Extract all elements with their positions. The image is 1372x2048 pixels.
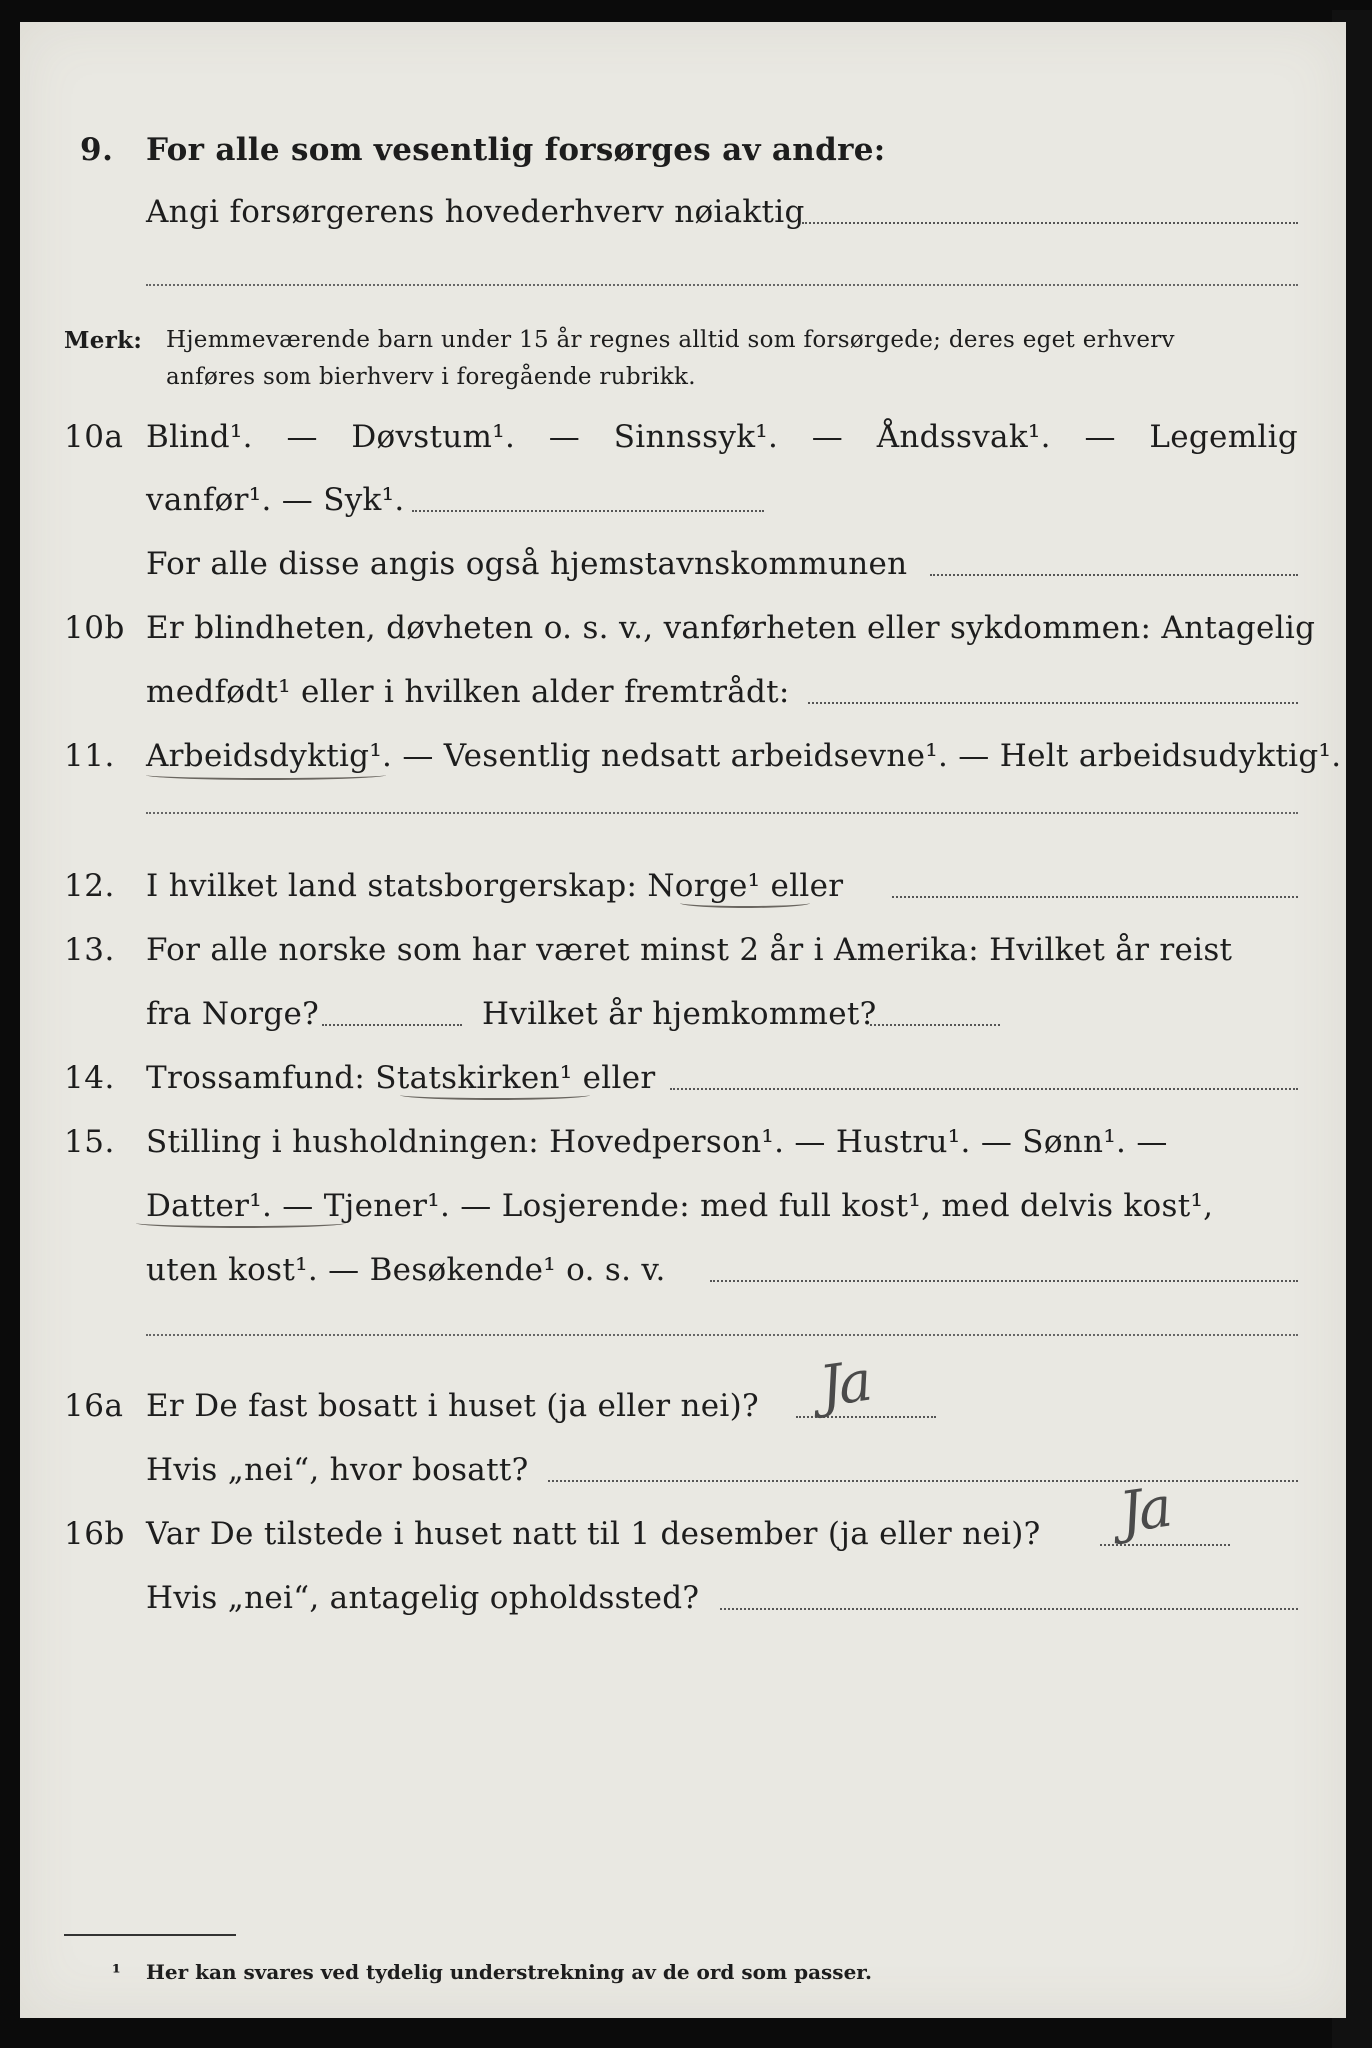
q11-number: 11. [64, 738, 115, 774]
q10b-number: 10b [64, 610, 125, 646]
option-legemlig[interactable]: Legemlig [1149, 419, 1298, 455]
census-form-page [20, 22, 1346, 2018]
q12-answer-line[interactable] [892, 896, 1298, 898]
merk-label: Merk: [64, 327, 143, 354]
q10a-number: 10a [64, 419, 124, 455]
q12-number: 12. [64, 868, 115, 904]
q16a-line2: Hvis „nei“, hvor bosatt? [146, 1452, 529, 1488]
q11-options[interactable]: Arbeidsdyktig¹. — Vesentlig nedsatt arbeidsevne¹. — Helt arbeidsudyktig¹. [146, 738, 1342, 774]
dash: — [286, 419, 318, 455]
merk-text-2: anføres som bierhverv i foregående rubrikk. [166, 364, 696, 390]
q13-line2b: Hvilket år hjemkommet? [482, 996, 877, 1032]
q16b-opholdssted-answer-line[interactable] [720, 1608, 1298, 1610]
q10a-line2: vanfør¹. — Syk¹. [146, 482, 405, 518]
dash: — [1084, 419, 1116, 455]
q16b-answer-line[interactable] [1100, 1544, 1230, 1546]
q10a-syk-answer-line[interactable] [412, 510, 764, 512]
q14-statskirken-underline [400, 1090, 590, 1100]
q10a-line3: For alle disse angis også hjemstavnskommunen [146, 546, 908, 582]
q15-answer-line[interactable] [710, 1280, 1298, 1282]
q13-number: 13. [64, 932, 115, 968]
q15-datter-underline [136, 1218, 346, 1228]
q16b-number: 16b [64, 1516, 125, 1552]
q10b-line2: medfødt¹ eller i hvilken alder fremtrådt: [146, 674, 790, 710]
q10a-options [146, 419, 1298, 455]
q9-answer-line-2[interactable] [146, 284, 1298, 286]
q12-norge-underline [680, 898, 810, 908]
q16a-handwritten-answer: Ja [815, 1348, 873, 1421]
q16b-line1: Var De tilstede i huset natt til 1 desember (ja eller nei)? [146, 1516, 1041, 1552]
q13-hjemkommet-answer-line[interactable] [870, 1024, 1000, 1026]
q15-line3: uten kost¹. — Besøkende¹ o. s. v. [146, 1252, 666, 1288]
q9-number: 9. [80, 132, 114, 168]
footnote-marker: ¹ [112, 1960, 121, 1984]
q16a-number: 16a [64, 1388, 124, 1424]
q11-answer-line[interactable] [146, 812, 1298, 814]
q16a-answer-line[interactable] [796, 1416, 936, 1418]
q16a-line1: Er De fast bosatt i huset (ja eller nei)? [146, 1388, 759, 1424]
q16b-handwritten-answer: Ja [1115, 1474, 1173, 1547]
q10b-line1: Er blindheten, døvheten o. s. v., vanførheten eller sykdommen: Antagelig [146, 610, 1316, 646]
q9-heading: For alle som vesentlig forsørges av andre: [146, 132, 886, 168]
q10b-answer-line[interactable] [808, 702, 1298, 704]
q16a-bosatt-answer-line[interactable] [548, 1480, 1298, 1482]
q13-line2a: fra Norge? [146, 996, 320, 1032]
q14-number: 14. [64, 1060, 115, 1096]
q12-line1: I hvilket land statsborgerskap: Norge¹ eller [146, 868, 844, 904]
q9-answer-line[interactable] [802, 222, 1298, 224]
option-sinnssyk[interactable]: Sinnssyk¹. [613, 419, 779, 455]
merk-text-1: Hjemmeværende barn under 15 år regnes alltid som forsørgede; deres eget erhverv [166, 327, 1175, 353]
dash: — [548, 419, 581, 455]
option-blind[interactable]: Blind¹. [146, 419, 253, 455]
q15-line2: Datter¹. — Tjener¹. — Losjerende: med full kost¹, med delvis kost¹, [146, 1188, 1214, 1224]
q9-prompt: Angi forsørgerens hovederhverv nøiaktig [146, 194, 805, 230]
q15-number: 15. [64, 1124, 115, 1160]
footnote-text: Her kan svares ved tydelig understrekning av de ord som passer. [146, 1960, 872, 1984]
q15-line1: Stilling i husholdningen: Hovedperson¹. — Hustru¹. — Sønn¹. — [146, 1124, 1168, 1160]
option-andssvak[interactable]: Åndssvak¹. [876, 419, 1051, 455]
q15-answer-line-2[interactable] [146, 1334, 1298, 1336]
option-dovstum[interactable]: Døvstum¹. [351, 419, 516, 455]
q13-line1: For alle norske som har været minst 2 år i Amerika: Hvilket år reist [146, 932, 1233, 968]
q10a-kommune-answer-line[interactable] [930, 574, 1298, 576]
q13-reist-answer-line[interactable] [322, 1024, 462, 1026]
q11-arbeidsdyktig-underline [146, 770, 386, 780]
q14-line1: Trossamfund: Statskirken¹ eller [146, 1060, 656, 1096]
dash: — [811, 419, 844, 455]
footnote-rule [64, 1934, 236, 1936]
q14-answer-line[interactable] [670, 1088, 1298, 1090]
q16b-line2: Hvis „nei“, antagelig opholdssted? [146, 1580, 700, 1616]
